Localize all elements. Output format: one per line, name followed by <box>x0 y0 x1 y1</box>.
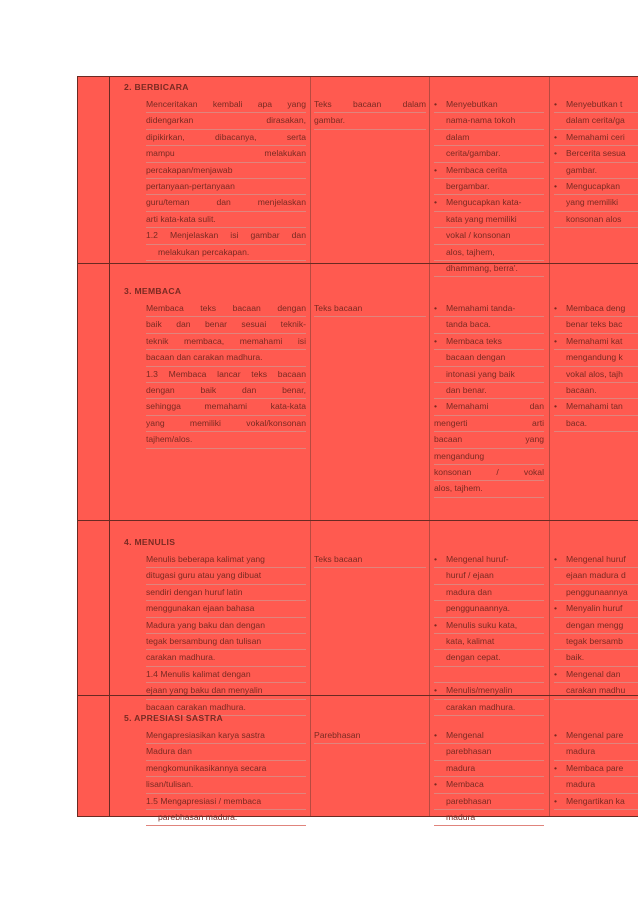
indicators-cell <box>434 552 544 716</box>
competency-line: mampu melakukan <box>146 146 306 162</box>
indicators-line: • Menulis suku kata, <box>434 618 544 634</box>
indicators-line: dan benar. <box>434 383 544 399</box>
column-divider <box>429 77 430 817</box>
indicators-line: tanda baca. <box>434 317 544 333</box>
competency-line: sehingga memahami kata-kata <box>146 399 306 415</box>
activities-cell <box>554 552 638 700</box>
competency-line: percakapan/menjawab <box>146 163 306 179</box>
indicators-line: kata, kalimat <box>434 634 544 650</box>
activities-cell <box>554 301 638 432</box>
section-title: 2. BERBICARA <box>124 82 189 92</box>
activities-line: ejaan madura d <box>554 568 638 584</box>
indicators-line: • Membaca cerita <box>434 163 544 179</box>
indicators-line: alos, tajhem. <box>434 481 544 497</box>
competency-line: lisan/tulisan. <box>146 777 306 793</box>
indicators-line: parebhasan <box>434 794 544 810</box>
activities-line: • Mengenal huruf <box>554 552 638 568</box>
material-cell <box>314 728 426 744</box>
competency-line: tegak bersambung dan tulisan <box>146 634 306 650</box>
activities-line: dalam cerita/ga <box>554 113 638 129</box>
material-line: Teks bacaan <box>314 301 426 317</box>
indicators-line: intonasi yang baik <box>434 367 544 383</box>
activities-line: baca. <box>554 416 638 432</box>
competency-line: Membaca teks bacaan dengan <box>146 301 306 317</box>
activities-line: bacaan. <box>554 383 638 399</box>
column-divider <box>109 77 110 817</box>
activities-line: madura <box>554 777 638 793</box>
competency-line: pertanyaan-pertanyaan <box>146 179 306 195</box>
activities-line: madura <box>554 744 638 760</box>
activities-line: • Mengucapkan <box>554 179 638 195</box>
activities-line: penggunaannya <box>554 585 638 601</box>
competency-line: ejaan yang baku dan menyalin <box>146 683 306 699</box>
indicators-line: dengan cepat. <box>434 650 544 666</box>
column-divider <box>549 77 550 817</box>
competency-cell <box>146 552 306 716</box>
competency-line: dipikirkan, dibacanya, serta <box>146 130 306 146</box>
section-title: 5. APRESIASI SASTRA <box>124 713 223 723</box>
indicators-line <box>434 667 544 683</box>
activities-line: • Menyalin huruf <box>554 601 638 617</box>
indicators-line: penggunaannya. <box>434 601 544 617</box>
indicators-line: mengandung <box>434 449 544 465</box>
material-cell <box>314 301 426 317</box>
competency-line: mengkomunikasikannya secara <box>146 761 306 777</box>
indicators-line: • Membaca <box>434 777 544 793</box>
indicators-line: • Memahami tanda- <box>434 301 544 317</box>
competency-line: Menulis beberapa kalimat yang <box>146 552 306 568</box>
indicators-line: • Memahami dan <box>434 399 544 415</box>
indicators-line: • Membaca teks <box>434 334 544 350</box>
material-line: gambar. <box>314 113 426 129</box>
indicators-line: kata yang memiliki <box>434 212 544 228</box>
row-divider <box>78 520 638 521</box>
competency-line: melakukan percakapan. <box>146 245 306 261</box>
indicators-line: madura <box>434 810 544 826</box>
indicators-line: madura dan <box>434 585 544 601</box>
competency-line: bacaan carakan madhura. <box>146 700 306 716</box>
competency-line: parebhasan madura. <box>146 810 306 826</box>
indicators-line: dhammang, berra'. <box>434 261 544 277</box>
competency-line: Madura yang baku dan dengan <box>146 618 306 634</box>
indicators-line: • Mengenal huruf- <box>434 552 544 568</box>
activities-line: • Memahami ceri <box>554 130 638 146</box>
indicators-line: vokal / konsonan <box>434 228 544 244</box>
competency-line: 1.2 Menjelaskan isi gambar dan <box>146 228 306 244</box>
competency-line: Menceritakan kembali apa yang <box>146 97 306 113</box>
activities-line: mengandung k <box>554 350 638 366</box>
indicators-line: • Menyebutkan <box>434 97 544 113</box>
activities-line: • Menyebutkan t <box>554 97 638 113</box>
material-line: Teks bacaan dalam <box>314 97 426 113</box>
activities-line: • Memahami kat <box>554 334 638 350</box>
activities-line: tegak bersamb <box>554 634 638 650</box>
competency-line: tajhem/alos. <box>146 432 306 448</box>
activities-line: • Mengartikan ka <box>554 794 638 810</box>
indicators-line: huruf / ejaan <box>434 568 544 584</box>
indicators-line: nama-nama tokoh <box>434 113 544 129</box>
material-line: Teks bacaan <box>314 552 426 568</box>
activities-line: • Membaca deng <box>554 301 638 317</box>
indicators-cell <box>434 97 544 277</box>
indicators-cell <box>434 301 544 498</box>
indicators-line: bacaan dengan <box>434 350 544 366</box>
section-title: 4. MENULIS <box>124 537 176 547</box>
activities-cell <box>554 97 638 228</box>
activities-line: benar teks bac <box>554 317 638 333</box>
indicators-line: • Mengenal <box>434 728 544 744</box>
indicators-line: • Mengucapkan kata- <box>434 195 544 211</box>
syllabus-table <box>77 76 638 823</box>
activities-line: • Memahami tan <box>554 399 638 415</box>
competency-line: teknik membaca, memahami isi <box>146 334 306 350</box>
competency-line: 1.4 Menulis kalimat dengan <box>146 667 306 683</box>
competency-line: dengan baik dan benar, <box>146 383 306 399</box>
activities-line: gambar. <box>554 163 638 179</box>
activities-line: yang memiliki <box>554 195 638 211</box>
competency-cell <box>146 97 306 261</box>
indicators-line: madura <box>434 761 544 777</box>
activities-line: • Bercerita sesua <box>554 146 638 162</box>
competency-line: 1.3 Membaca lancar teks bacaan <box>146 367 306 383</box>
activities-line: carakan madhu <box>554 683 638 699</box>
competency-line: ditugasi guru atau yang dibuat <box>146 568 306 584</box>
indicators-line: bacaan yang <box>434 432 544 448</box>
indicators-line: alos, tajhem, <box>434 245 544 261</box>
competency-line: didengarkan dirasakan, <box>146 113 306 129</box>
activities-line: konsonan alos <box>554 212 638 228</box>
material-cell <box>314 552 426 568</box>
indicators-line: mengerti arti <box>434 416 544 432</box>
competency-cell <box>146 301 306 449</box>
activities-line: • Mengenal dan <box>554 667 638 683</box>
indicators-line: parebhasan <box>434 744 544 760</box>
indicators-line: konsonan / vokal <box>434 465 544 481</box>
competency-line: 1.5 Mengapresiasi / membaca <box>146 794 306 810</box>
material-line: Parebhasan <box>314 728 426 744</box>
competency-line: Madura dan <box>146 744 306 760</box>
competency-line: carakan madhura. <box>146 650 306 666</box>
indicators-line: cerita/gambar. <box>434 146 544 162</box>
competency-line: baik dan benar sesuai teknik- <box>146 317 306 333</box>
row-divider <box>78 263 638 264</box>
column-divider <box>310 77 311 817</box>
activities-line: • Membaca pare <box>554 761 638 777</box>
competency-cell <box>146 728 306 826</box>
competency-line: Mengapresiasikan karya sastra <box>146 728 306 744</box>
competency-line: sendiri dengan huruf latin <box>146 585 306 601</box>
indicators-cell <box>434 728 544 826</box>
competency-line: guru/teman dan menjelaskan <box>146 195 306 211</box>
competency-line: arti kata-kata sulit. <box>146 212 306 228</box>
indicators-line: dalam <box>434 130 544 146</box>
activities-line: dengan mengg <box>554 618 638 634</box>
section-title: 3. MEMBACA <box>124 286 182 296</box>
indicators-line: carakan madhura. <box>434 700 544 716</box>
competency-line: menggunakan ejaan bahasa <box>146 601 306 617</box>
activities-cell <box>554 728 638 810</box>
activities-line: baik. <box>554 650 638 666</box>
indicators-line: • Menulis/menyalin <box>434 683 544 699</box>
competency-line: yang memiliki vokal/konsonan <box>146 416 306 432</box>
activities-line: vokal alos, tajh <box>554 367 638 383</box>
material-cell <box>314 97 426 130</box>
competency-line: bacaan dan carakan madhura. <box>146 350 306 366</box>
indicators-line: bergambar. <box>434 179 544 195</box>
activities-line: • Mengenal pare <box>554 728 638 744</box>
